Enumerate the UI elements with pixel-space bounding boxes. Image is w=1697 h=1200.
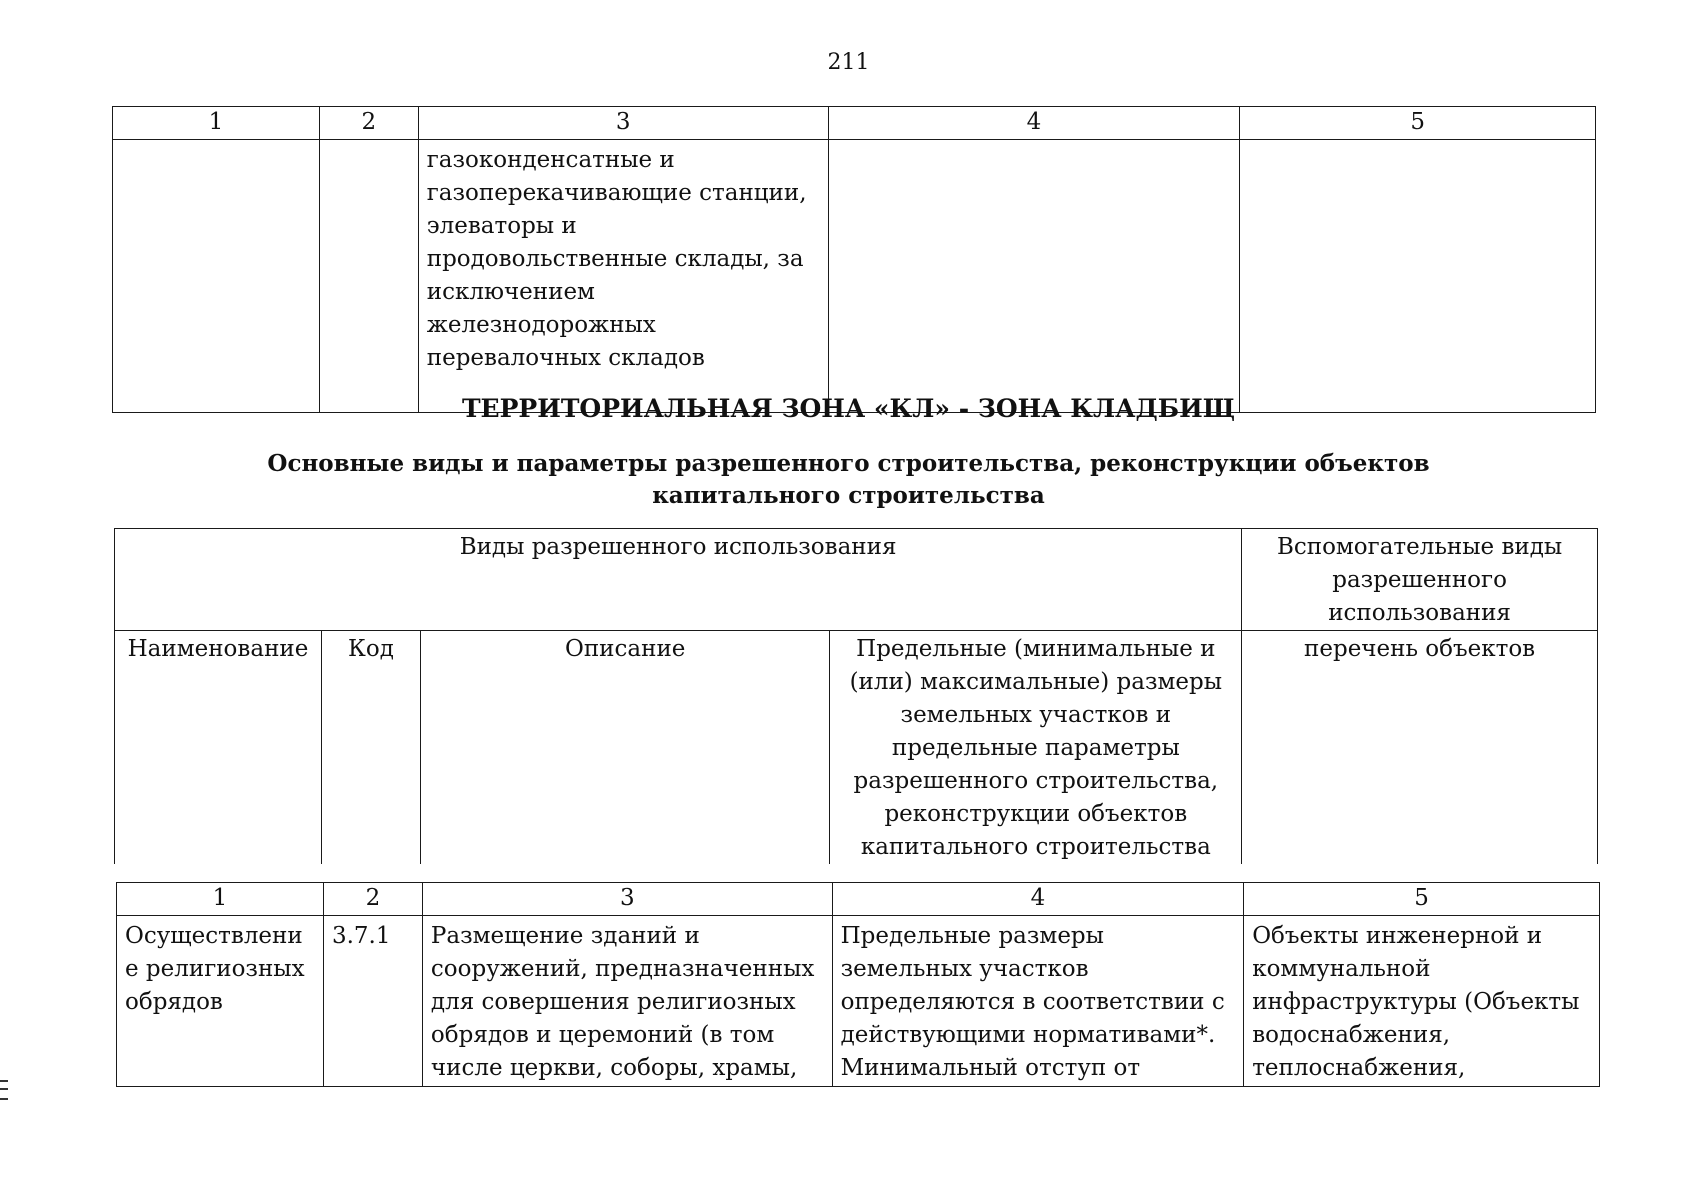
cell-name — [113, 140, 320, 413]
page-number: 211 — [827, 50, 870, 75]
header-name: Наименование — [115, 631, 322, 865]
header-code: Код — [321, 631, 420, 865]
column-number: 5 — [1244, 883, 1600, 916]
column-number: 2 — [319, 107, 418, 140]
header-table — [114, 528, 1598, 864]
main-group-header: Виды разрешенного использования — [115, 529, 1242, 631]
cell-code: 3.7.1 — [323, 916, 422, 1087]
column-number-row — [113, 107, 1596, 140]
aux-group-header: Вспомогательные виды разрешенного использования — [1242, 529, 1598, 631]
data-table — [116, 882, 1600, 1087]
column-number: 2 — [323, 883, 422, 916]
cell-code — [319, 140, 418, 413]
cell-limits — [828, 140, 1240, 413]
column-number: 1 — [113, 107, 320, 140]
column-number: 3 — [418, 107, 828, 140]
continued-table — [112, 106, 1596, 413]
section-subtitle: Основные виды и параметры разрешенного строительства, реконструкции объектов капитального строительства — [267, 450, 1430, 509]
header-names-row — [115, 631, 1598, 865]
cell-objects: Объекты инженерной и коммунальной инфраструктуры (Объекты водоснабжения, теплоснабжения, — [1244, 916, 1600, 1087]
column-number: 5 — [1240, 107, 1596, 140]
zone-title: ТЕРРИТОРИАЛЬНАЯ ЗОНА «КЛ» - ЗОНА КЛАДБИЩ — [461, 394, 1236, 423]
cell-objects — [1240, 140, 1596, 413]
column-number-row — [117, 883, 1600, 916]
margin-mark — [0, 1080, 8, 1100]
header-description: Описание — [420, 631, 830, 865]
column-number: 3 — [422, 883, 832, 916]
cell-description: Размещение зданий и сооружений, предназначенных для совершения религиозных обрядов и церемоний (в том числе церкви, соборы, храмы, — [422, 916, 832, 1087]
header-objects: перечень объектов — [1242, 631, 1598, 865]
cell-description: газоконденсатные и газоперекачивающие станции, элеваторы и продовольственные склады, за исключением железнодорожных перевалочных складов — [418, 140, 828, 413]
column-number: 4 — [828, 107, 1240, 140]
header-group-row — [115, 529, 1598, 631]
table-row — [113, 140, 1596, 413]
cell-name: Осуществлени е религиозных обрядов — [117, 916, 324, 1087]
column-number: 1 — [117, 883, 324, 916]
column-number: 4 — [832, 883, 1244, 916]
table-row — [117, 916, 1600, 1087]
header-limits: Предельные (минимальные и (или) максимальные) размеры земельных участков и предельные параметры разрешенного строительства, реконструкции объектов капитального строительства — [830, 631, 1242, 865]
cell-limits: Предельные размеры земельных участков определяются в соответствии с действующими нормативами*. Минимальный отступ от — [832, 916, 1244, 1087]
